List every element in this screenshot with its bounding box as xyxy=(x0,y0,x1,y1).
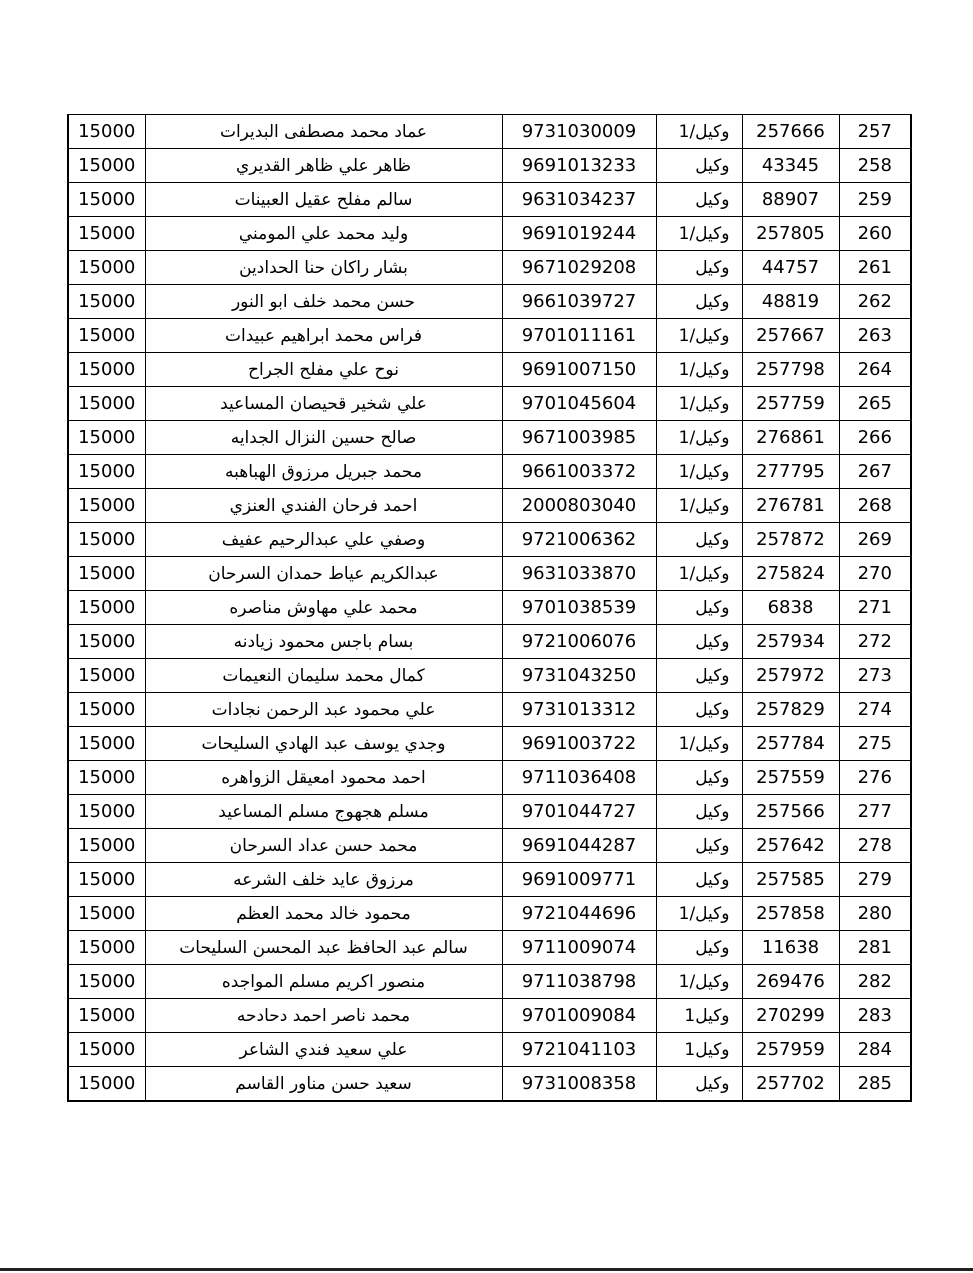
table-row xyxy=(68,183,911,217)
table-row xyxy=(68,693,911,727)
record-id-cell: 257798 xyxy=(742,353,839,387)
amount-cell: 15000 xyxy=(68,149,145,183)
type-cell: وكيل/1 xyxy=(656,353,742,387)
amount-cell: 15000 xyxy=(68,455,145,489)
name-cell: سالم مفلح عقيل العبينات xyxy=(145,183,502,217)
name-cell: علي شخير قحيصان المساعيد xyxy=(145,387,502,421)
record-id-cell: 270299 xyxy=(742,999,839,1033)
serial-number-cell: 277 xyxy=(839,795,911,829)
record-id-cell: 257642 xyxy=(742,829,839,863)
serial-number-cell: 285 xyxy=(839,1067,911,1102)
record-id-cell: 257972 xyxy=(742,659,839,693)
name-cell: محمد علي مهاوش مناصره xyxy=(145,591,502,625)
table-row xyxy=(68,931,911,965)
national-id-cell: 9631034237 xyxy=(502,183,656,217)
record-id-cell: 44757 xyxy=(742,251,839,285)
name-cell: ظاهر علي ظاهر القديري xyxy=(145,149,502,183)
amount-cell: 15000 xyxy=(68,727,145,761)
type-cell: وكيل xyxy=(656,183,742,217)
type-cell: وكيل xyxy=(656,863,742,897)
table-row xyxy=(68,761,911,795)
serial-number-cell: 272 xyxy=(839,625,911,659)
serial-number-cell: 263 xyxy=(839,319,911,353)
type-cell: وكيل1 xyxy=(656,1033,742,1067)
amount-cell: 15000 xyxy=(68,625,145,659)
national-id-cell: 9711009074 xyxy=(502,931,656,965)
amount-cell: 15000 xyxy=(68,1067,145,1102)
amount-cell: 15000 xyxy=(68,523,145,557)
serial-number-cell: 260 xyxy=(839,217,911,251)
serial-number-cell: 267 xyxy=(839,455,911,489)
national-id-cell: 9671003985 xyxy=(502,421,656,455)
name-cell: احمد فرحان الفندي العنزي xyxy=(145,489,502,523)
type-cell: وكيل xyxy=(656,931,742,965)
name-cell: سعيد حسن مناور القاسم xyxy=(145,1067,502,1102)
national-id-cell: 9731030009 xyxy=(502,115,656,149)
record-id-cell: 43345 xyxy=(742,149,839,183)
amount-cell: 15000 xyxy=(68,183,145,217)
type-cell: وكيل xyxy=(656,149,742,183)
type-cell: وكيل xyxy=(656,795,742,829)
record-id-cell: 277795 xyxy=(742,455,839,489)
amount-cell: 15000 xyxy=(68,115,145,149)
serial-number-cell: 276 xyxy=(839,761,911,795)
national-id-cell: 9701009084 xyxy=(502,999,656,1033)
name-cell: مرزوق عايد خلف الشرعه xyxy=(145,863,502,897)
serial-number-cell: 282 xyxy=(839,965,911,999)
serial-number-cell: 261 xyxy=(839,251,911,285)
name-cell: كمال محمد سليمان النعيمات xyxy=(145,659,502,693)
table-row xyxy=(68,829,911,863)
name-cell: وصفي علي عبدالرحيم عفيف xyxy=(145,523,502,557)
name-cell: منصور اكريم مسلم المواجده xyxy=(145,965,502,999)
type-cell: وكيل xyxy=(656,761,742,795)
name-cell: حسن محمد خلف ابو النور xyxy=(145,285,502,319)
table-row xyxy=(68,523,911,557)
type-cell: وكيل xyxy=(656,523,742,557)
name-cell: علي سعيد فندي الشاعر xyxy=(145,1033,502,1067)
serial-number-cell: 274 xyxy=(839,693,911,727)
national-id-cell: 2000803040 xyxy=(502,489,656,523)
serial-number-cell: 280 xyxy=(839,897,911,931)
record-id-cell: 48819 xyxy=(742,285,839,319)
amount-cell: 15000 xyxy=(68,965,145,999)
amount-cell: 15000 xyxy=(68,353,145,387)
serial-number-cell: 265 xyxy=(839,387,911,421)
table-row xyxy=(68,149,911,183)
amount-cell: 15000 xyxy=(68,693,145,727)
national-id-cell: 9671029208 xyxy=(502,251,656,285)
serial-number-cell: 264 xyxy=(839,353,911,387)
serial-number-cell: 269 xyxy=(839,523,911,557)
serial-number-cell: 259 xyxy=(839,183,911,217)
national-id-cell: 9661039727 xyxy=(502,285,656,319)
name-cell: مسلم هجهوج مسلم المساعيد xyxy=(145,795,502,829)
table-row xyxy=(68,659,911,693)
table-row xyxy=(68,897,911,931)
type-cell: وكيل xyxy=(656,285,742,319)
table-row xyxy=(68,421,911,455)
serial-number-cell: 278 xyxy=(839,829,911,863)
table-row xyxy=(68,489,911,523)
amount-cell: 15000 xyxy=(68,421,145,455)
amount-cell: 15000 xyxy=(68,897,145,931)
serial-number-cell: 284 xyxy=(839,1033,911,1067)
record-id-cell: 257666 xyxy=(742,115,839,149)
national-id-cell: 9701044727 xyxy=(502,795,656,829)
table-row xyxy=(68,217,911,251)
serial-number-cell: 273 xyxy=(839,659,911,693)
national-id-cell: 9701011161 xyxy=(502,319,656,353)
national-id-cell: 9721041103 xyxy=(502,1033,656,1067)
amount-cell: 15000 xyxy=(68,319,145,353)
record-id-cell: 257566 xyxy=(742,795,839,829)
national-id-cell: 9721044696 xyxy=(502,897,656,931)
table-row xyxy=(68,251,911,285)
type-cell: وكيل/1 xyxy=(656,727,742,761)
name-cell: بشار راكان حنا الحدادين xyxy=(145,251,502,285)
serial-number-cell: 270 xyxy=(839,557,911,591)
serial-number-cell: 279 xyxy=(839,863,911,897)
type-cell: وكيل xyxy=(656,829,742,863)
national-id-cell: 9691013233 xyxy=(502,149,656,183)
national-id-cell: 9691007150 xyxy=(502,353,656,387)
record-id-cell: 257759 xyxy=(742,387,839,421)
name-cell: وليد محمد علي المومني xyxy=(145,217,502,251)
type-cell: وكيل xyxy=(656,591,742,625)
name-cell: صالح حسين النزال الجدايه xyxy=(145,421,502,455)
name-cell: علي محمود عبد الرحمن نجادات xyxy=(145,693,502,727)
name-cell: محمد جبريل مرزوق الهباهبه xyxy=(145,455,502,489)
amount-cell: 15000 xyxy=(68,761,145,795)
name-cell: وجدي يوسف عبد الهادي السليحات xyxy=(145,727,502,761)
table-row xyxy=(68,1067,911,1102)
table-row xyxy=(68,999,911,1033)
table-row xyxy=(68,965,911,999)
national-id-cell: 9711036408 xyxy=(502,761,656,795)
type-cell: وكيل/1 xyxy=(656,387,742,421)
national-id-cell: 9711038798 xyxy=(502,965,656,999)
table-row xyxy=(68,1033,911,1067)
type-cell: وكيل/1 xyxy=(656,965,742,999)
type-cell: وكيل/1 xyxy=(656,115,742,149)
serial-number-cell: 275 xyxy=(839,727,911,761)
name-cell: نوح علي مفلح الجراح xyxy=(145,353,502,387)
national-id-cell: 9701045604 xyxy=(502,387,656,421)
name-cell: عماد محمد مصطفى البديرات xyxy=(145,115,502,149)
table-body xyxy=(68,115,911,1102)
table-row xyxy=(68,319,911,353)
serial-number-cell: 258 xyxy=(839,149,911,183)
national-id-cell: 9691044287 xyxy=(502,829,656,863)
amount-cell: 15000 xyxy=(68,1033,145,1067)
serial-number-cell: 281 xyxy=(839,931,911,965)
type-cell: وكيل xyxy=(656,1067,742,1102)
name-cell: عبدالكريم عياط حمدان السرحان xyxy=(145,557,502,591)
name-cell: بسام باجس محمود زيادنه xyxy=(145,625,502,659)
type-cell: وكيل/1 xyxy=(656,557,742,591)
table-row xyxy=(68,387,911,421)
national-id-cell: 9691019244 xyxy=(502,217,656,251)
serial-number-cell: 262 xyxy=(839,285,911,319)
table-row xyxy=(68,727,911,761)
record-id-cell: 257858 xyxy=(742,897,839,931)
amount-cell: 15000 xyxy=(68,387,145,421)
record-id-cell: 257559 xyxy=(742,761,839,795)
national-id-cell: 9661003372 xyxy=(502,455,656,489)
amount-cell: 15000 xyxy=(68,591,145,625)
type-cell: وكيل/1 xyxy=(656,897,742,931)
record-id-cell: 11638 xyxy=(742,931,839,965)
record-id-cell: 257829 xyxy=(742,693,839,727)
record-id-cell: 257702 xyxy=(742,1067,839,1102)
amount-cell: 15000 xyxy=(68,489,145,523)
type-cell: وكيل/1 xyxy=(656,455,742,489)
record-id-cell: 257959 xyxy=(742,1033,839,1067)
national-id-cell: 9691003722 xyxy=(502,727,656,761)
type-cell: وكيل xyxy=(656,693,742,727)
national-id-cell: 9701038539 xyxy=(502,591,656,625)
record-id-cell: 276781 xyxy=(742,489,839,523)
name-cell: محمود خالد محمد العظم xyxy=(145,897,502,931)
type-cell: وكيل/1 xyxy=(656,421,742,455)
table-row xyxy=(68,353,911,387)
type-cell: وكيل/1 xyxy=(656,217,742,251)
amount-cell: 15000 xyxy=(68,829,145,863)
name-cell: سالم عبد الحافظ عبد المحسن السليحات xyxy=(145,931,502,965)
record-id-cell: 257872 xyxy=(742,523,839,557)
amount-cell: 15000 xyxy=(68,931,145,965)
table-row xyxy=(68,591,911,625)
table-row xyxy=(68,557,911,591)
national-id-cell: 9721006076 xyxy=(502,625,656,659)
record-id-cell: 276861 xyxy=(742,421,839,455)
amount-cell: 15000 xyxy=(68,217,145,251)
name-cell: محمد حسن عداد السرحان xyxy=(145,829,502,863)
type-cell: وكيل1 xyxy=(656,999,742,1033)
table-row xyxy=(68,115,911,149)
name-cell: فراس محمد ابراهيم عبيدات xyxy=(145,319,502,353)
national-id-cell: 9631033870 xyxy=(502,557,656,591)
national-id-cell: 9731008358 xyxy=(502,1067,656,1102)
serial-number-cell: 257 xyxy=(839,115,911,149)
table-row xyxy=(68,625,911,659)
record-id-cell: 257667 xyxy=(742,319,839,353)
record-id-cell: 257784 xyxy=(742,727,839,761)
record-id-cell: 6838 xyxy=(742,591,839,625)
amount-cell: 15000 xyxy=(68,557,145,591)
name-cell: محمد ناصر احمد دحادحه xyxy=(145,999,502,1033)
name-cell: احمد محمود امعيقل الزواهره xyxy=(145,761,502,795)
table-row xyxy=(68,795,911,829)
type-cell: وكيل xyxy=(656,251,742,285)
table-row xyxy=(68,863,911,897)
type-cell: وكيل xyxy=(656,659,742,693)
document-table xyxy=(67,114,912,1102)
record-id-cell: 257585 xyxy=(742,863,839,897)
table-row xyxy=(68,455,911,489)
record-id-cell: 275824 xyxy=(742,557,839,591)
page-bottom-edge xyxy=(0,1268,973,1271)
record-id-cell: 269476 xyxy=(742,965,839,999)
record-id-cell: 257934 xyxy=(742,625,839,659)
type-cell: وكيل xyxy=(656,625,742,659)
amount-cell: 15000 xyxy=(68,659,145,693)
table-row xyxy=(68,285,911,319)
serial-number-cell: 283 xyxy=(839,999,911,1033)
record-id-cell: 257805 xyxy=(742,217,839,251)
national-id-cell: 9721006362 xyxy=(502,523,656,557)
type-cell: وكيل/1 xyxy=(656,319,742,353)
type-cell: وكيل/1 xyxy=(656,489,742,523)
national-id-cell: 9731013312 xyxy=(502,693,656,727)
serial-number-cell: 268 xyxy=(839,489,911,523)
national-id-cell: 9731043250 xyxy=(502,659,656,693)
amount-cell: 15000 xyxy=(68,285,145,319)
serial-number-cell: 266 xyxy=(839,421,911,455)
amount-cell: 15000 xyxy=(68,795,145,829)
amount-cell: 15000 xyxy=(68,999,145,1033)
serial-number-cell: 271 xyxy=(839,591,911,625)
amount-cell: 15000 xyxy=(68,863,145,897)
amount-cell: 15000 xyxy=(68,251,145,285)
national-id-cell: 9691009771 xyxy=(502,863,656,897)
record-id-cell: 88907 xyxy=(742,183,839,217)
